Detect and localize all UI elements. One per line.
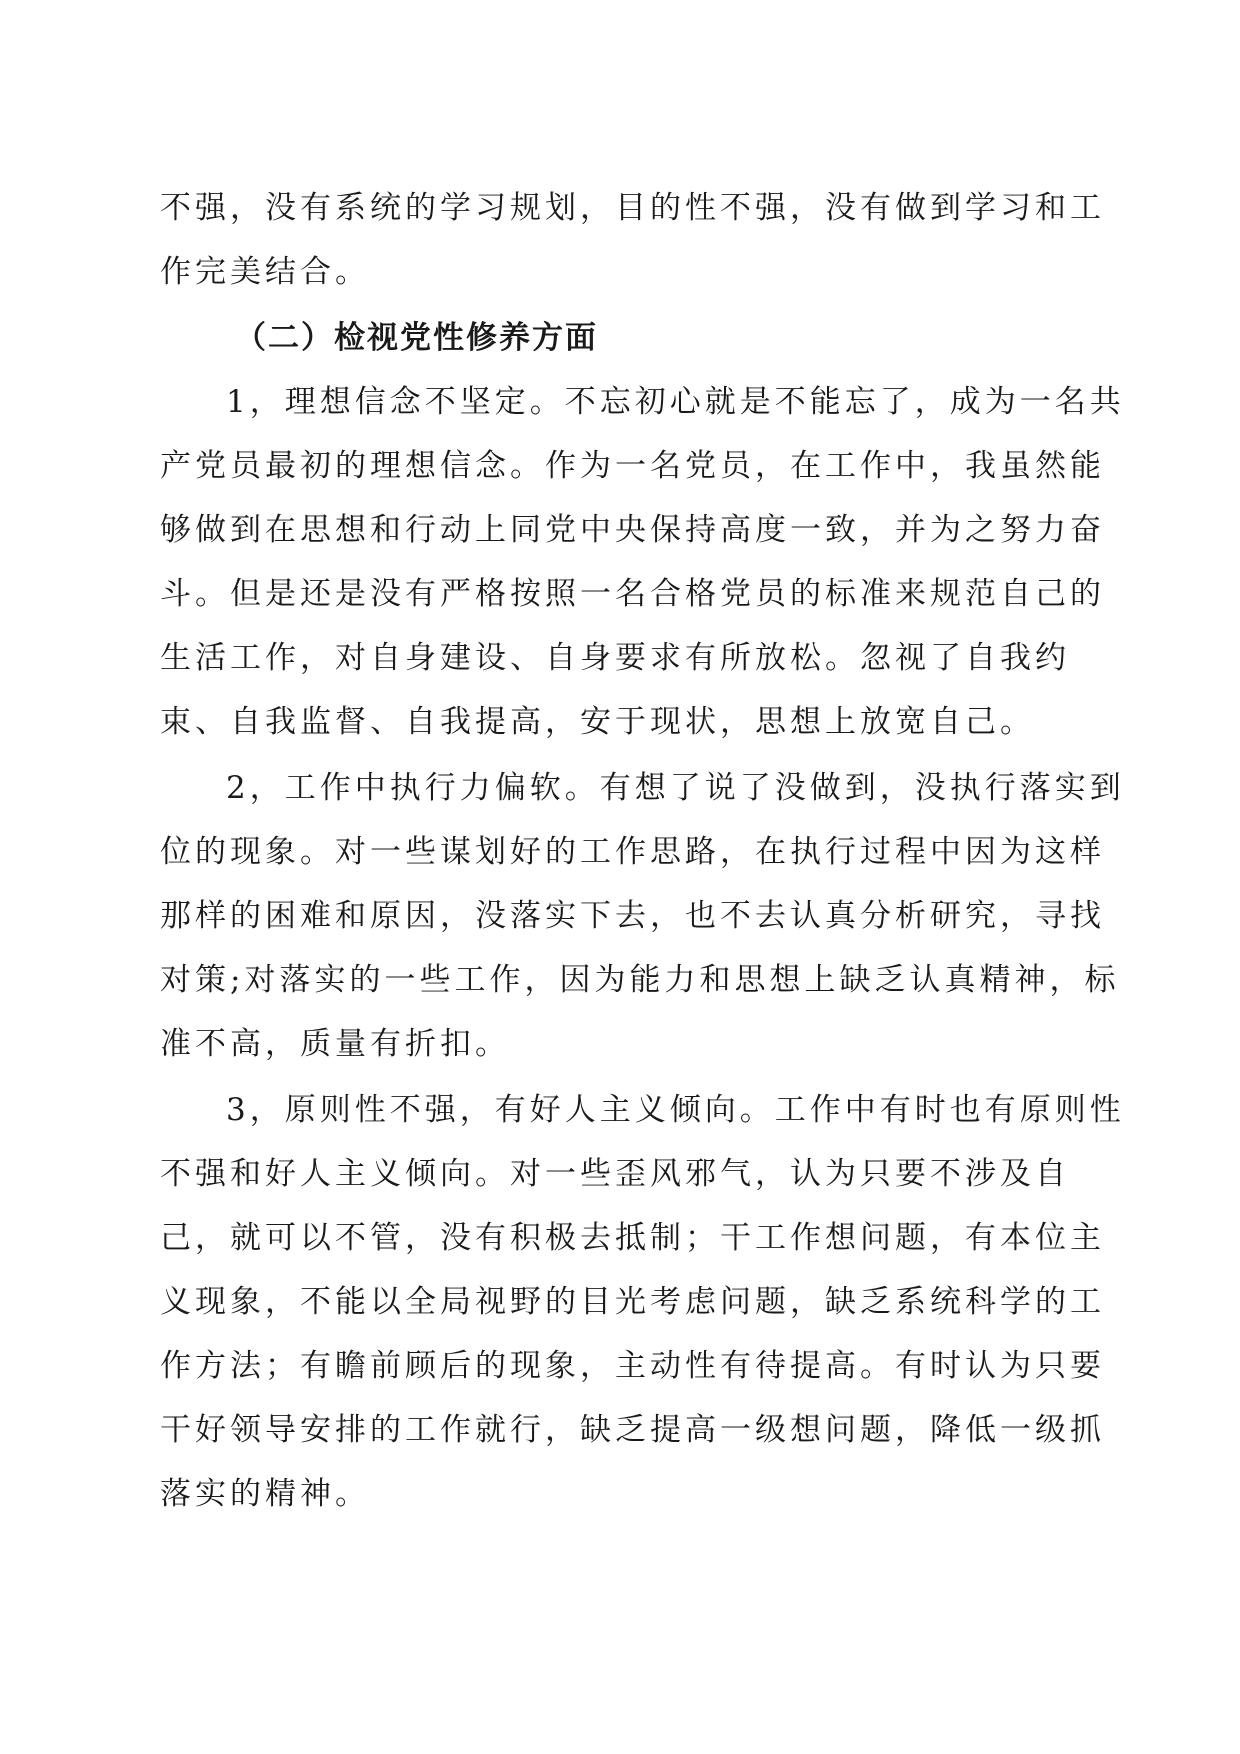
text-line: 作方法；有瞻前顾后的现象，主动性有待提高。有时认为只要 — [160, 1348, 1105, 1384]
paragraph-2 — [160, 770, 1125, 1062]
text-line: 够做到在思想和行动上同党中央保持高度一致，并为之努力奋 — [160, 512, 1105, 548]
section-heading: （二）检视党性修养方面 — [235, 320, 598, 356]
text-line: 不强，没有系统的学习规划，目的性不强，没有做到学习和工 — [160, 190, 1105, 226]
text-line: 1，理想信念不坚定。不忘初心就是不能忘了，成为一名共 — [226, 384, 1125, 420]
text-line: 干好领导安排的工作就行，缺乏提高一级想问题，降低一级抓 — [160, 1412, 1105, 1448]
text-line: 生活工作，对自身建设、自身要求有所放松。忽视了自我约 — [160, 640, 1070, 676]
text-line: 束、自我监督、自我提高，安于现状，思想上放宽自己。 — [160, 704, 1035, 740]
text-line: 3，原则性不强，有好人主义倾向。工作中有时也有原则性 — [226, 1092, 1125, 1128]
text-line: 斗。但是还是没有严格按照一名合格党员的标准来规范自己的 — [160, 576, 1105, 612]
text-line: 准不高，质量有折扣。 — [160, 1026, 510, 1062]
intro-paragraph — [160, 190, 1105, 290]
paragraph-1 — [160, 384, 1125, 740]
text-line: 义现象，不能以全局视野的目光考虑问题，缺乏系统科学的工 — [160, 1284, 1105, 1320]
text-line: 产党员最初的理想信念。作为一名党员，在工作中，我虽然能 — [160, 448, 1105, 484]
text-line: 位的现象。对一些谋划好的工作思路，在执行过程中因为这样 — [160, 834, 1105, 870]
text-line: 落实的精神。 — [160, 1476, 370, 1512]
document-body — [160, 190, 1125, 1512]
text-line: 对策;对落实的一些工作，因为能力和思想上缺乏认真精神，标 — [160, 962, 1120, 998]
paragraph-3 — [160, 1092, 1125, 1512]
text-line: 作完美结合。 — [160, 254, 370, 290]
text-line: 不强和好人主义倾向。对一些歪风邪气，认为只要不涉及自 — [160, 1156, 1070, 1192]
text-line: 那样的困难和原因，没落实下去，也不去认真分析研究，寻找 — [160, 898, 1105, 934]
text-line: 己，就可以不管，没有积极去抵制；干工作想问题，有本位主 — [160, 1220, 1105, 1256]
text-line: 2，工作中执行力偏软。有想了说了没做到，没执行落实到 — [226, 770, 1125, 806]
